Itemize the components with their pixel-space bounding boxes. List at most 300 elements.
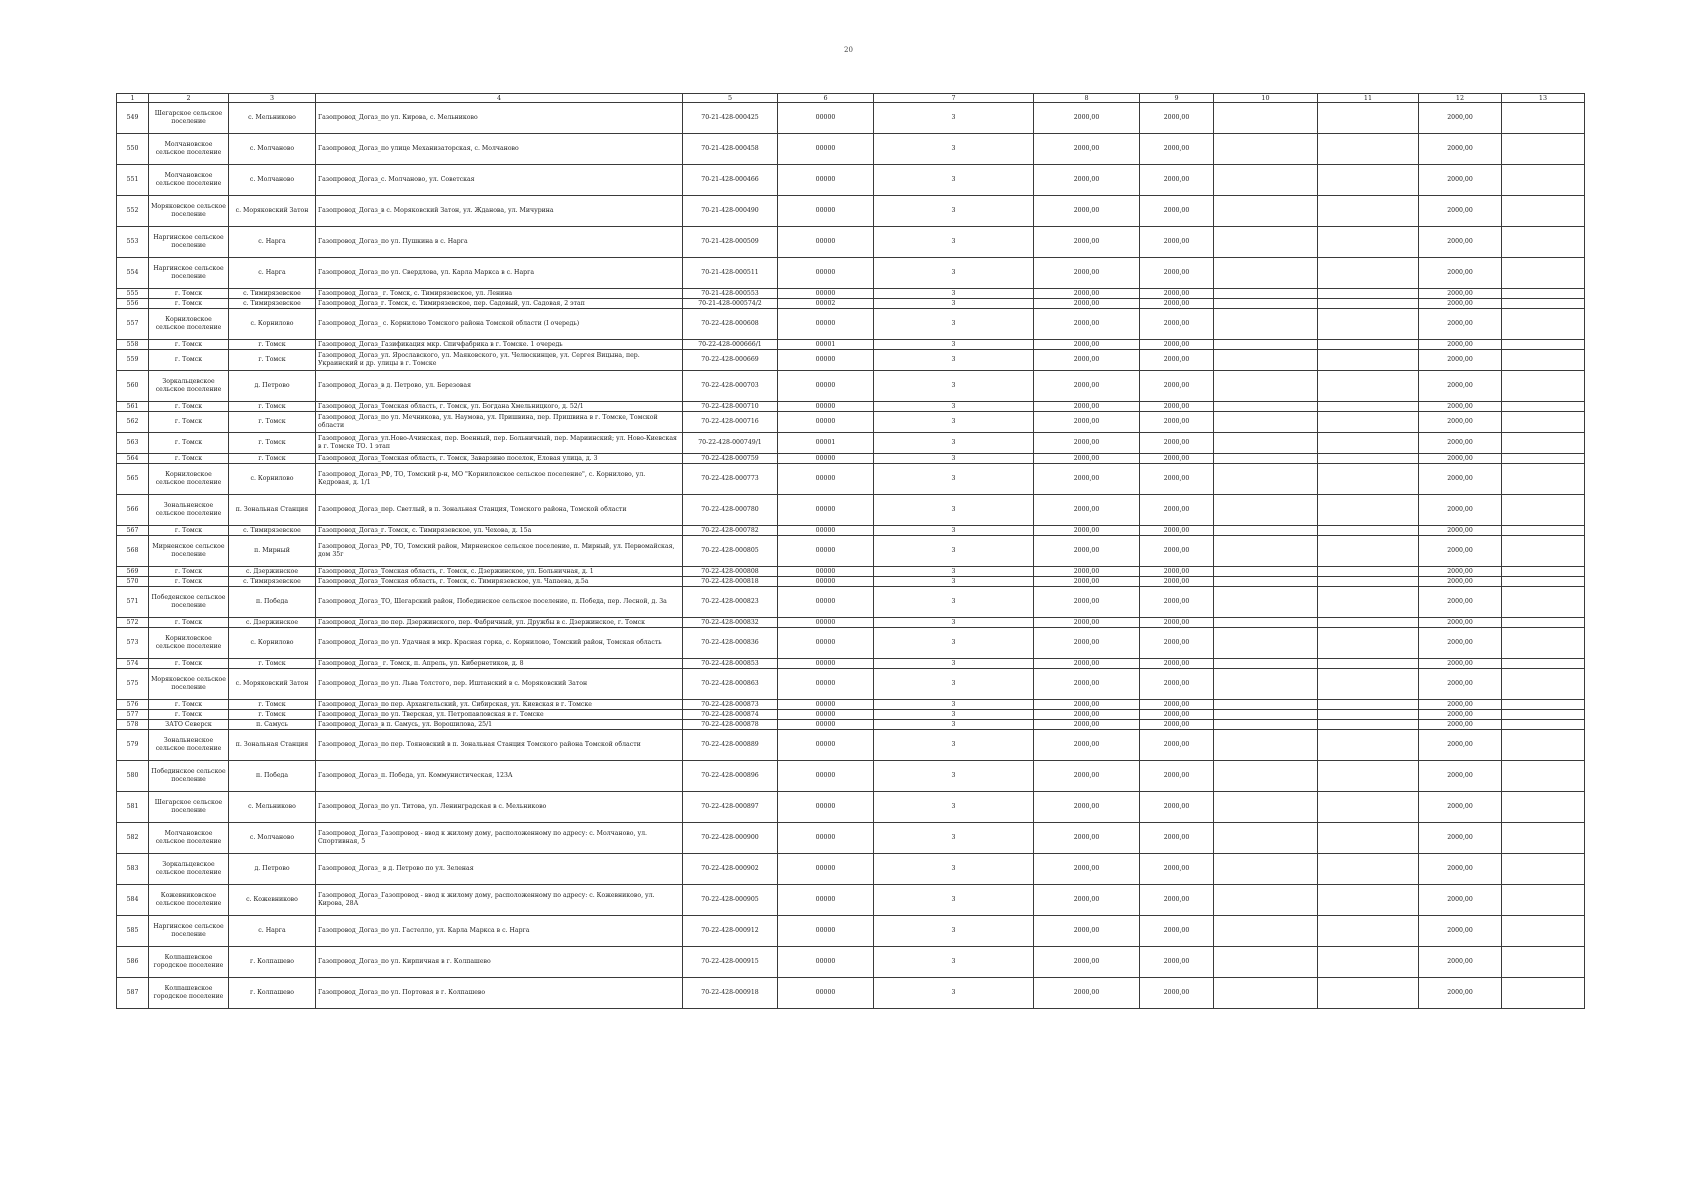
category: 3 [874,299,1034,309]
value-12: 2000,00 [1419,792,1502,823]
column-header: 5 [683,94,778,103]
category: 3 [874,720,1034,730]
table-row [117,165,1585,196]
code: 00000 [778,947,874,978]
table-row [117,587,1585,618]
value-12: 2000,00 [1419,371,1502,402]
locality: п. Самусь [229,720,316,730]
row-number: 553 [117,227,149,258]
value-10 [1214,792,1318,823]
value-9: 2000,00 [1140,947,1214,978]
locality: д. Петрово [229,371,316,402]
code: 00000 [778,587,874,618]
code: 00001 [778,433,874,454]
value-8: 2000,00 [1034,916,1140,947]
object-description: Газопровод_Догаз_ул.Ново-Ачинская, пер. Военный, пер. Больничный, пер. Мариинский; ул. Ново-Киевская в г. Томске ТО. 1 этап [316,433,683,454]
value-10 [1214,916,1318,947]
value-10 [1214,165,1318,196]
table-row [117,947,1585,978]
value-11 [1318,196,1419,227]
code: 00000 [778,350,874,371]
municipality: г. Томск [149,618,229,628]
locality: г. Томск [229,659,316,669]
value-9: 2000,00 [1140,761,1214,792]
code: 00000 [778,710,874,720]
row-number: 576 [117,700,149,710]
code: 00000 [778,885,874,916]
value-13 [1502,628,1585,659]
municipality: Молчановское сельское поселение [149,134,229,165]
value-12: 2000,00 [1419,402,1502,412]
value-10 [1214,371,1318,402]
value-11 [1318,567,1419,577]
value-10 [1214,526,1318,536]
table-row [117,885,1585,916]
value-8: 2000,00 [1034,196,1140,227]
category: 3 [874,350,1034,371]
value-9: 2000,00 [1140,299,1214,309]
municipality: Зоркальцевское сельское поселение [149,371,229,402]
table-row [117,567,1585,577]
value-11 [1318,227,1419,258]
object-description: Газопровод_Догаз_по ул. Удачная в мкр. Красная горка, с. Корнилово, Томский район, Томская область [316,628,683,659]
code: 00000 [778,402,874,412]
object-description: Газопровод_Догаз_Томская область, г. Томск, ул. Богдана Хмельницкого, д. 52/1 [316,402,683,412]
value-8: 2000,00 [1034,464,1140,495]
locality: п. Зональная Станция [229,730,316,761]
row-number: 586 [117,947,149,978]
locality: с. Нарга [229,258,316,289]
value-13 [1502,371,1585,402]
row-number: 557 [117,309,149,340]
object-description: Газопровод_Догаз_по ул. Пушкина в с. Нарга [316,227,683,258]
code: 00000 [778,495,874,526]
register-table [116,93,1585,1009]
locality: г. Томск [229,433,316,454]
code: 00000 [778,454,874,464]
row-number: 578 [117,720,149,730]
value-13 [1502,196,1585,227]
locality: с. Тимирязевское [229,577,316,587]
code: 00000 [778,577,874,587]
value-9: 2000,00 [1140,258,1214,289]
code: 00000 [778,618,874,628]
value-9: 2000,00 [1140,710,1214,720]
municipality: г. Томск [149,350,229,371]
value-10 [1214,700,1318,710]
object-description: Газопровод_Догаз_пер. Светлый, в п. Зональная Станция, Томского района, Томской области [316,495,683,526]
value-11 [1318,103,1419,134]
value-13 [1502,402,1585,412]
value-13 [1502,536,1585,567]
value-11 [1318,464,1419,495]
cadastral-number: 70-21-428-000458 [683,134,778,165]
code: 00002 [778,299,874,309]
cadastral-number: 70-22-428-000710 [683,402,778,412]
cadastral-number: 70-22-428-000832 [683,618,778,628]
value-11 [1318,823,1419,854]
code: 00000 [778,536,874,567]
table-row [117,730,1585,761]
category: 3 [874,165,1034,196]
table-row [117,700,1585,710]
municipality: Моряковское сельское поселение [149,669,229,700]
table-row [117,628,1585,659]
value-8: 2000,00 [1034,495,1140,526]
category: 3 [874,433,1034,454]
category: 3 [874,454,1034,464]
object-description: Газопровод_Догаз_РФ, ТО, Томский р-н, МО "Корниловское сельское поселение", с. Корнилово, ул. Кедровая, д. 1/1 [316,464,683,495]
value-11 [1318,700,1419,710]
value-13 [1502,577,1585,587]
code: 00000 [778,371,874,402]
value-9: 2000,00 [1140,433,1214,454]
value-13 [1502,309,1585,340]
value-10 [1214,412,1318,433]
table-row [117,916,1585,947]
value-11 [1318,618,1419,628]
value-11 [1318,340,1419,350]
locality: д. Петрово [229,854,316,885]
cadastral-number: 70-22-428-000853 [683,659,778,669]
municipality: Наргинское сельское поселение [149,916,229,947]
value-8: 2000,00 [1034,526,1140,536]
code: 00000 [778,761,874,792]
cadastral-number: 70-22-428-000823 [683,587,778,618]
value-12: 2000,00 [1419,227,1502,258]
value-10 [1214,885,1318,916]
locality: с. Молчаново [229,165,316,196]
object-description: Газопровод_Догаз_Газификация мкр. Спичфабрика в г. Томске. 1 очередь [316,340,683,350]
value-13 [1502,289,1585,299]
category: 3 [874,730,1034,761]
value-11 [1318,669,1419,700]
value-9: 2000,00 [1140,402,1214,412]
value-10 [1214,730,1318,761]
table-row [117,618,1585,628]
column-header: 10 [1214,94,1318,103]
municipality: Корниловское сельское поселение [149,309,229,340]
row-number: 549 [117,103,149,134]
object-description: Газопровод_Догаз_п. Победа, ул. Коммунистическая, 123А [316,761,683,792]
municipality: г. Томск [149,402,229,412]
row-number: 550 [117,134,149,165]
value-9: 2000,00 [1140,464,1214,495]
table-row [117,433,1585,454]
municipality: г. Томск [149,412,229,433]
locality: п. Мирный [229,536,316,567]
table-row [117,309,1585,340]
municipality: Колпашевское городское поселение [149,978,229,1009]
object-description: Газопровод_Догаз_по ул. Кирпичная в г. Колпашево [316,947,683,978]
table-row [117,299,1585,309]
cadastral-number: 70-22-428-000808 [683,567,778,577]
code: 00000 [778,165,874,196]
code: 00000 [778,464,874,495]
municipality: г. Томск [149,567,229,577]
value-8: 2000,00 [1034,350,1140,371]
value-9: 2000,00 [1140,567,1214,577]
table-row [117,371,1585,402]
municipality: Молчановское сельское поселение [149,823,229,854]
category: 3 [874,710,1034,720]
value-12: 2000,00 [1419,433,1502,454]
row-number: 574 [117,659,149,669]
value-10 [1214,823,1318,854]
category: 3 [874,577,1034,587]
table-row [117,454,1585,464]
municipality: Зональненское сельское поселение [149,495,229,526]
value-9: 2000,00 [1140,227,1214,258]
category: 3 [874,823,1034,854]
table-row [117,134,1585,165]
table-row [117,854,1585,885]
municipality: Корниловское сельское поселение [149,464,229,495]
locality: с. Тимирязевское [229,289,316,299]
row-number: 563 [117,433,149,454]
row-number: 562 [117,412,149,433]
object-description: Газопровод_Догаз_ул. Ярославского, ул. Маяковского, ул. Челюскинцев, ул. Сергея Вицына, пер. Украинский и др. улицы в г. Томске [316,350,683,371]
value-12: 2000,00 [1419,196,1502,227]
value-10 [1214,289,1318,299]
value-11 [1318,659,1419,669]
table-row [117,495,1585,526]
object-description: Газопровод_Догаз_ г. Томск, с. Тимирязевское, ул. Ленина [316,289,683,299]
cadastral-number: 70-22-428-000863 [683,669,778,700]
code: 00000 [778,289,874,299]
value-12: 2000,00 [1419,916,1502,947]
category: 3 [874,700,1034,710]
value-8: 2000,00 [1034,947,1140,978]
cadastral-number: 70-21-428-000509 [683,227,778,258]
value-11 [1318,371,1419,402]
value-8: 2000,00 [1034,536,1140,567]
row-number: 561 [117,402,149,412]
column-header: 13 [1502,94,1585,103]
value-13 [1502,103,1585,134]
municipality: г. Томск [149,289,229,299]
object-description: Газопровод_Догаз_ в д. Петрово по ул. Зеленая [316,854,683,885]
value-8: 2000,00 [1034,720,1140,730]
municipality: г. Томск [149,577,229,587]
column-header: 8 [1034,94,1140,103]
value-10 [1214,761,1318,792]
value-8: 2000,00 [1034,669,1140,700]
value-10 [1214,134,1318,165]
value-9: 2000,00 [1140,792,1214,823]
value-9: 2000,00 [1140,196,1214,227]
page-number: 20 [844,46,853,54]
table-row [117,227,1585,258]
column-header: 9 [1140,94,1214,103]
value-9: 2000,00 [1140,669,1214,700]
row-number: 580 [117,761,149,792]
category: 3 [874,536,1034,567]
code: 00000 [778,854,874,885]
code: 00000 [778,628,874,659]
category: 3 [874,227,1034,258]
object-description: Газопровод_Догаз_ТО, Шегарский район, Побединское сельское поселение, п. Победа, пер. Лесной, д. 3а [316,587,683,618]
value-8: 2000,00 [1034,165,1140,196]
cadastral-number: 70-22-428-000818 [683,577,778,587]
table-row [117,577,1585,587]
value-8: 2000,00 [1034,587,1140,618]
category: 3 [874,628,1034,659]
value-12: 2000,00 [1419,730,1502,761]
code: 00000 [778,730,874,761]
value-8: 2000,00 [1034,134,1140,165]
cadastral-number: 70-22-428-000905 [683,885,778,916]
code: 00000 [778,669,874,700]
value-9: 2000,00 [1140,916,1214,947]
value-12: 2000,00 [1419,103,1502,134]
locality: с. Тимирязевское [229,526,316,536]
municipality: ЗАТО Северск [149,720,229,730]
value-8: 2000,00 [1034,730,1140,761]
value-13 [1502,165,1585,196]
locality: п. Победа [229,761,316,792]
municipality: г. Томск [149,526,229,536]
code: 00000 [778,978,874,1009]
value-10 [1214,464,1318,495]
value-9: 2000,00 [1140,536,1214,567]
table-row [117,659,1585,669]
municipality: г. Томск [149,433,229,454]
code: 00000 [778,823,874,854]
value-10 [1214,299,1318,309]
cadastral-number: 70-22-428-000889 [683,730,778,761]
value-9: 2000,00 [1140,618,1214,628]
municipality: Корниловское сельское поселение [149,628,229,659]
category: 3 [874,659,1034,669]
municipality: Кожевниковское сельское поселение [149,885,229,916]
value-12: 2000,00 [1419,299,1502,309]
value-11 [1318,792,1419,823]
value-10 [1214,628,1318,659]
value-9: 2000,00 [1140,730,1214,761]
object-description: Газопровод_Догаз_по ул. Титова, ул. Ленинградская в с. Мельниково [316,792,683,823]
value-9: 2000,00 [1140,289,1214,299]
value-12: 2000,00 [1419,340,1502,350]
category: 3 [874,567,1034,577]
row-number: 582 [117,823,149,854]
code: 00000 [778,916,874,947]
locality: г. Томск [229,700,316,710]
value-8: 2000,00 [1034,309,1140,340]
value-12: 2000,00 [1419,495,1502,526]
value-8: 2000,00 [1034,289,1140,299]
value-8: 2000,00 [1034,340,1140,350]
value-13 [1502,412,1585,433]
object-description: Газопровод_Догаз_по пер. Дзержинского, пер. Фабричный, ул. Дружбы в с. Дзержинское, г. Томск [316,618,683,628]
value-9: 2000,00 [1140,412,1214,433]
object-description: Газопровод_Догаз_ с. Корнилово Томского района Томской области (I очередь) [316,309,683,340]
object-description: Газопровод_Догаз_Газопровод - ввод к жилому дому, расположенному по адресу: с. Кожевниково, ул. Кирова, 28А [316,885,683,916]
locality: с. Корнилово [229,628,316,659]
value-13 [1502,720,1585,730]
table-row [117,823,1585,854]
value-10 [1214,536,1318,567]
value-12: 2000,00 [1419,350,1502,371]
value-10 [1214,103,1318,134]
object-description: Газопровод_Догаз_по улице Механизаторская, с. Молчаново [316,134,683,165]
value-12: 2000,00 [1419,659,1502,669]
value-12: 2000,00 [1419,577,1502,587]
value-12: 2000,00 [1419,536,1502,567]
value-8: 2000,00 [1034,761,1140,792]
value-9: 2000,00 [1140,628,1214,659]
value-12: 2000,00 [1419,761,1502,792]
locality: г. Томск [229,412,316,433]
value-12: 2000,00 [1419,885,1502,916]
code: 00000 [778,700,874,710]
value-13 [1502,854,1585,885]
value-11 [1318,433,1419,454]
table-row [117,710,1585,720]
row-number: 565 [117,464,149,495]
value-8: 2000,00 [1034,227,1140,258]
value-8: 2000,00 [1034,103,1140,134]
value-9: 2000,00 [1140,659,1214,669]
cadastral-number: 70-22-428-000669 [683,350,778,371]
value-10 [1214,659,1318,669]
locality: с. Молчаново [229,823,316,854]
value-13 [1502,350,1585,371]
value-12: 2000,00 [1419,720,1502,730]
cadastral-number: 70-22-428-000836 [683,628,778,659]
locality: с. Тимирязевское [229,299,316,309]
cadastral-number: 70-22-428-000749/1 [683,433,778,454]
category: 3 [874,885,1034,916]
cadastral-number: 70-22-428-000878 [683,720,778,730]
value-13 [1502,916,1585,947]
value-8: 2000,00 [1034,823,1140,854]
value-12: 2000,00 [1419,587,1502,618]
value-11 [1318,761,1419,792]
value-9: 2000,00 [1140,165,1214,196]
row-number: 567 [117,526,149,536]
category: 3 [874,309,1034,340]
cadastral-number: 70-21-428-000553 [683,289,778,299]
value-12: 2000,00 [1419,628,1502,659]
row-number: 575 [117,669,149,700]
object-description: Газопровод_Догаз_с. Молчаново, ул. Советская [316,165,683,196]
municipality: Побединское сельское поселение [149,761,229,792]
cadastral-number: 70-22-428-000902 [683,854,778,885]
value-13 [1502,526,1585,536]
value-10 [1214,587,1318,618]
cadastral-number: 70-22-428-000782 [683,526,778,536]
value-13 [1502,700,1585,710]
object-description: Газопровод_Догаз_РФ, ТО, Томский район, Мирненское сельское поселение, п. Мирный, ул. Первомайская, дом 35г [316,536,683,567]
value-12: 2000,00 [1419,454,1502,464]
row-number: 584 [117,885,149,916]
value-8: 2000,00 [1034,628,1140,659]
category: 3 [874,978,1034,1009]
value-13 [1502,669,1585,700]
value-8: 2000,00 [1034,618,1140,628]
value-11 [1318,309,1419,340]
category: 3 [874,134,1034,165]
cadastral-number: 70-22-428-000608 [683,309,778,340]
locality: г. Колпашево [229,978,316,1009]
category: 3 [874,289,1034,299]
object-description: Газопровод_Догаз_Томская область, г. Томск, с. Тимирязевское, ул. Чапаева, д.5а [316,577,683,587]
object-description: Газопровод_Догаз_в п. Самусь, ул. Ворошилова, 25/1 [316,720,683,730]
table-row [117,536,1585,567]
value-13 [1502,659,1585,669]
object-description: Газопровод_Догаз_по пер. Архангельский, ул. Сибирская, ул. Киевская в г. Томске [316,700,683,710]
